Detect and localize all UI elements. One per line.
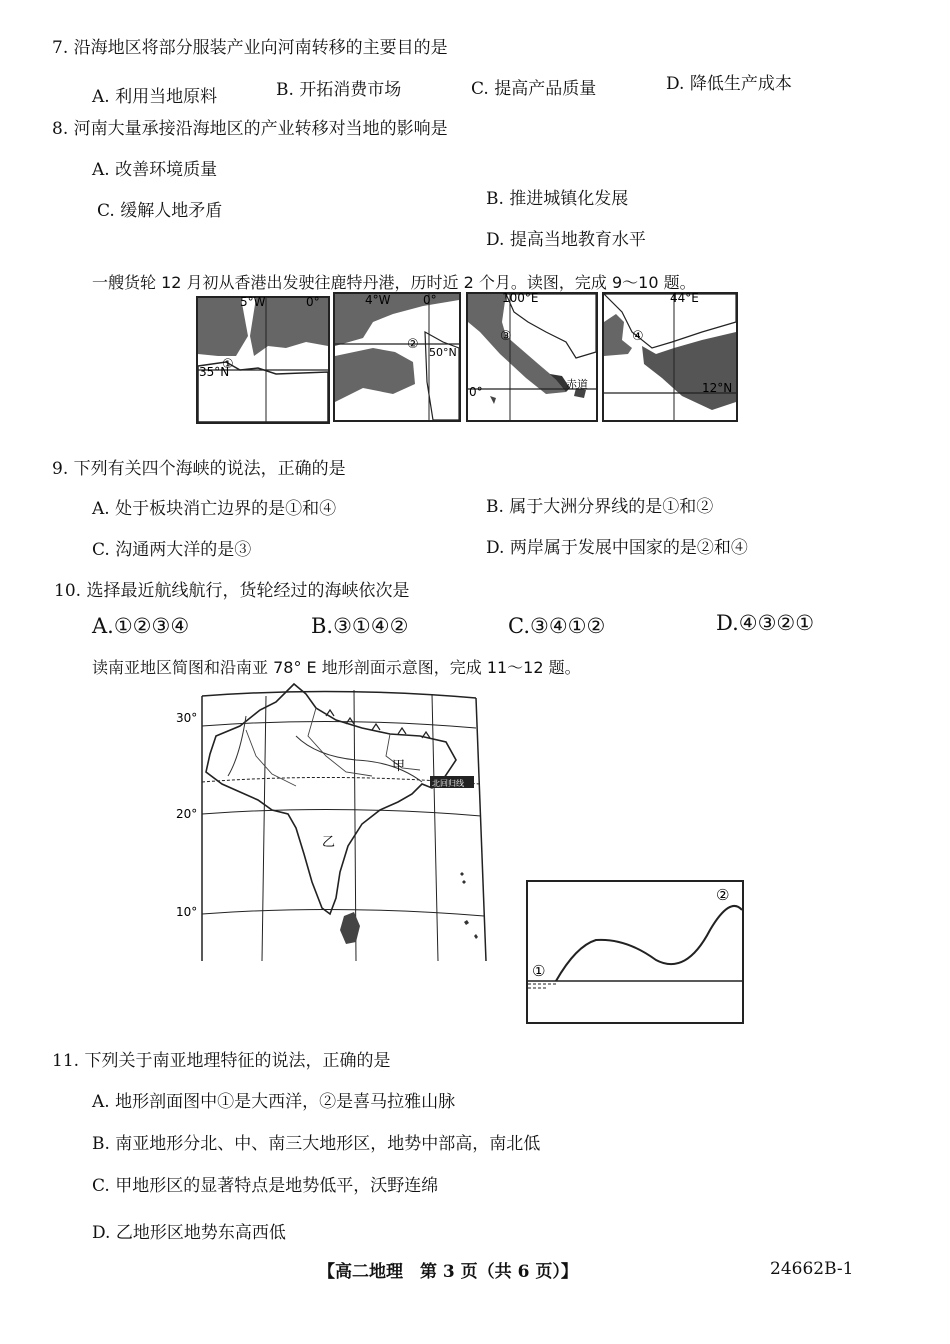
terrain-profile <box>526 880 744 1024</box>
q8-option-d: D. 提高当地教育水平 <box>486 230 646 250</box>
q9-option-d: D. 两岸属于发展中国家的是②和④ <box>486 538 748 558</box>
m4-strait-label: ④ <box>632 329 644 344</box>
m2-lon2-label: 0° <box>423 293 437 307</box>
q11-option-a: A. 地形剖面图中①是大西洋，②是喜马拉雅山脉 <box>92 1092 456 1112</box>
q8-stem: 8. 河南大量承接沿海地区的产业转移对当地的影响是 <box>52 119 448 139</box>
q8-option-c: C. 缓解人地矛盾 <box>97 201 223 221</box>
profile-label-2: ② <box>716 886 730 904</box>
q11-option-d: D. 乙地形区地势东高西低 <box>92 1223 286 1243</box>
page-footer-code: 24662B-1 <box>770 1259 854 1279</box>
q9-option-b: B. 属于大洲分界线的是①和② <box>486 497 714 517</box>
lat-10-label: 10° <box>176 905 198 919</box>
strait-map-4 <box>602 292 738 422</box>
m1-strait-label: ① <box>222 357 234 372</box>
q8-option-a: A. 改善环境质量 <box>92 160 218 180</box>
q11-option-b: B. 南亚地形分北、中、南三大地形区，地势中部高，南北低 <box>92 1134 541 1154</box>
intro-q9-10: 一艘货轮 12 月初从香港出发驶往鹿特丹港，历时近 2 个月。读图，完成 9～10 题。 <box>92 273 696 292</box>
q7-option-a: A. 利用当地原料 <box>92 87 218 107</box>
page-footer-title: 【高二地理 第 3 页（共 6 页）】 <box>318 1262 578 1282</box>
q9-option-a: A. 处于板块消亡边界的是①和④ <box>92 499 337 519</box>
q10-option-a: A.①②③④ <box>92 614 190 638</box>
m3-lat-label: 0° <box>469 385 483 399</box>
strait-map-1 <box>196 296 330 424</box>
strait-map-3 <box>466 292 598 422</box>
q11-option-c: C. 甲地形区的显著特点是地势低平，沃野连绵 <box>92 1176 439 1196</box>
q7-option-b: B. 开拓消费市场 <box>276 80 402 100</box>
lat-20-label: 20° <box>176 807 198 821</box>
m1-lon2-label: 0° <box>306 295 320 309</box>
m1-lat-label: 35°N <box>199 365 230 379</box>
q11-stem: 11. 下列关于南亚地理特征的说法，正确的是 <box>52 1051 391 1071</box>
region-note-label: 北回归线 <box>432 779 464 788</box>
q7-option-c: C. 提高产品质量 <box>471 79 597 99</box>
q10-stem: 10. 选择最近航线航行，货轮经过的海峡依次是 <box>54 581 410 601</box>
q10-option-c: C.③④①② <box>508 614 606 638</box>
q7-option-d: D. 降低生产成本 <box>666 74 792 94</box>
m1-lon-label: 5°W <box>240 295 266 309</box>
m2-strait-label: ② <box>407 337 419 352</box>
m3-equator-label: 赤道 <box>566 378 588 391</box>
m4-lon-label: 44°E <box>670 291 699 305</box>
m4-lat-label: 12°N <box>702 381 733 395</box>
region-jia-label: 甲 <box>392 759 406 774</box>
m2-lon-label: 4°W <box>365 293 391 307</box>
q9-stem: 9. 下列有关四个海峡的说法，正确的是 <box>52 459 346 479</box>
q9-option-c: C. 沟通两大洋的是③ <box>92 540 252 560</box>
region-yi-label: 乙 <box>322 835 336 850</box>
intro-q11-12: 读南亚地区简图和沿南亚 78° E 地形剖面示意图，完成 11～12 题。 <box>92 658 581 677</box>
m2-lat-label: 50°N <box>429 346 457 359</box>
strait-map-2 <box>333 292 461 422</box>
q8-option-b: B. 推进城镇化发展 <box>486 189 629 209</box>
q10-option-d: D.④③②① <box>716 611 815 635</box>
south-asia-map <box>176 676 490 966</box>
q7-stem: 7. 沿海地区将部分服装产业向河南转移的主要目的是 <box>52 38 448 58</box>
q10-option-b: B.③①④② <box>311 614 409 638</box>
m3-lon-label: 100°E <box>502 291 539 305</box>
profile-label-1: ① <box>532 962 546 980</box>
m3-strait-label: ③ <box>500 329 512 344</box>
lat-30-label: 30° <box>176 711 198 725</box>
